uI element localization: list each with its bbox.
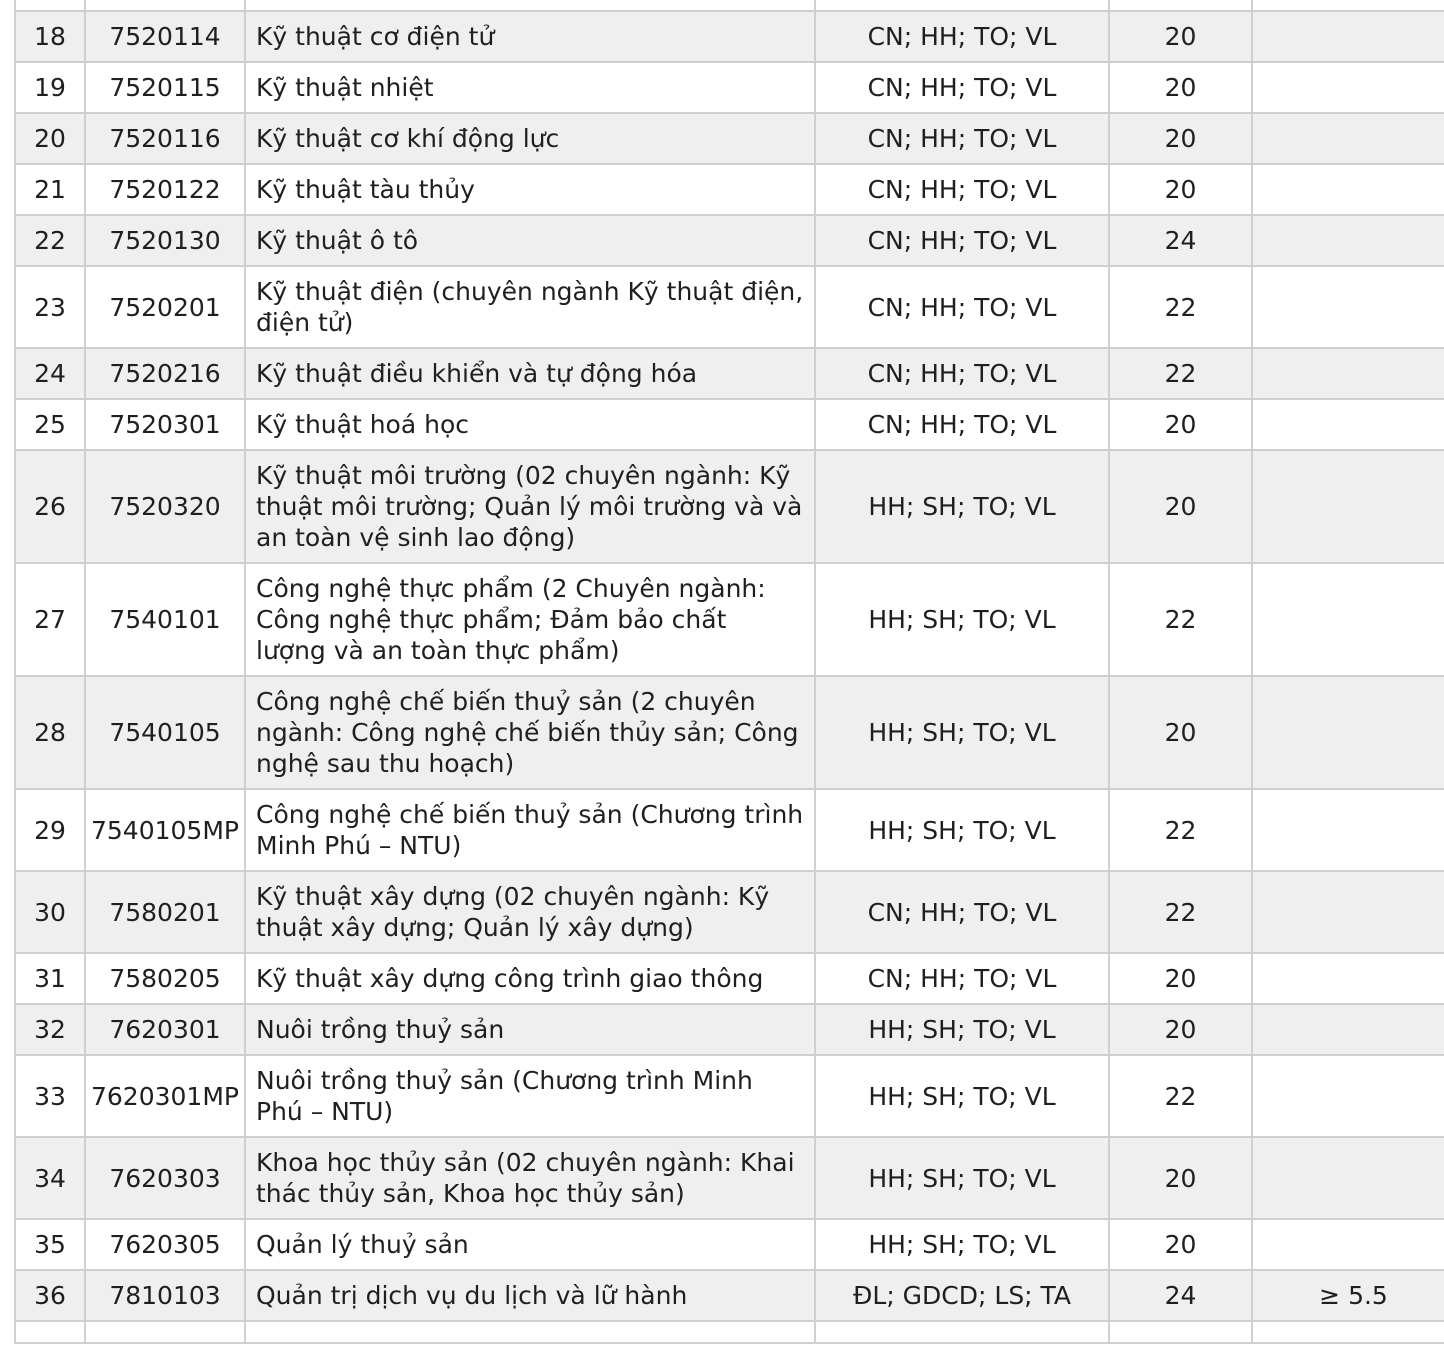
cell-major-name: Kỹ thuật xây dựng công trình giao thông bbox=[245, 953, 815, 1004]
cell-major-name: Nuôi trồng thuỷ sản bbox=[245, 1004, 815, 1055]
cell-number: 32 bbox=[15, 1004, 85, 1055]
cell-major-name: Kỹ thuật ô tô bbox=[245, 215, 815, 266]
cell-major-name: Công nghệ thực phẩm (2 Chuyên ngành: Công nghệ thực phẩm; Đảm bảo chất lượng và an toàn thực phẩm) bbox=[245, 563, 815, 676]
table-row bbox=[15, 871, 1444, 953]
table-row bbox=[15, 113, 1444, 164]
cell-number: 35 bbox=[15, 1219, 85, 1270]
cell-major-code: 7520122 bbox=[85, 164, 245, 215]
cell-min-score: 20 bbox=[1109, 164, 1252, 215]
cell-extra-requirement bbox=[1252, 450, 1444, 563]
table-row bbox=[15, 789, 1444, 871]
table-row bbox=[15, 11, 1444, 62]
cell-extra-requirement bbox=[1252, 1055, 1444, 1137]
cell-number: 20 bbox=[15, 113, 85, 164]
cell-major-code: 7810103 bbox=[85, 1270, 245, 1321]
cell-major-name: Quản trị dịch vụ du lịch và lữ hành bbox=[245, 1270, 815, 1321]
cell-major-code: 7520115 bbox=[85, 62, 245, 113]
table-row bbox=[15, 953, 1444, 1004]
cell-major-code: 7520201 bbox=[85, 266, 245, 348]
cell-extra-requirement bbox=[1252, 1137, 1444, 1219]
table-row-partial-top bbox=[15, 0, 1444, 11]
admission-score-table bbox=[14, 0, 1444, 1344]
cell-major-name: Khoa học thủy sản (02 chuyên ngành: Khai thác thủy sản, Khoa học thủy sản) bbox=[245, 1137, 815, 1219]
cell-number: 21 bbox=[15, 164, 85, 215]
cell-min-score: 20 bbox=[1109, 1137, 1252, 1219]
cell-empty bbox=[815, 1321, 1109, 1343]
cell-number: 28 bbox=[15, 676, 85, 789]
cell-major-name: Nuôi trồng thuỷ sản (Chương trình Minh Phú – NTU) bbox=[245, 1055, 815, 1137]
table-row bbox=[15, 348, 1444, 399]
cell-number: 26 bbox=[15, 450, 85, 563]
cell-empty bbox=[1109, 1321, 1252, 1343]
cell-empty bbox=[1252, 0, 1444, 11]
cell-major-name: Kỹ thuật cơ khí động lực bbox=[245, 113, 815, 164]
cell-empty bbox=[245, 1321, 815, 1343]
table-row bbox=[15, 1270, 1444, 1321]
cell-subject-combination: HH; SH; TO; VL bbox=[815, 1219, 1109, 1270]
cell-major-code: 7540105 bbox=[85, 676, 245, 789]
cell-empty bbox=[85, 0, 245, 11]
cell-major-code: 7520216 bbox=[85, 348, 245, 399]
table-row bbox=[15, 1004, 1444, 1055]
cell-number: 23 bbox=[15, 266, 85, 348]
cell-number: 34 bbox=[15, 1137, 85, 1219]
table-row bbox=[15, 1137, 1444, 1219]
cell-subject-combination: HH; SH; TO; VL bbox=[815, 789, 1109, 871]
cell-subject-combination: HH; SH; TO; VL bbox=[815, 450, 1109, 563]
cell-major-name: Kỹ thuật nhiệt bbox=[245, 62, 815, 113]
cell-extra-requirement bbox=[1252, 871, 1444, 953]
cell-number: 36 bbox=[15, 1270, 85, 1321]
cell-extra-requirement bbox=[1252, 164, 1444, 215]
cell-major-name: Công nghệ chế biến thuỷ sản (Chương trình Minh Phú – NTU) bbox=[245, 789, 815, 871]
table-row bbox=[15, 563, 1444, 676]
cell-major-code: 7540105MP bbox=[85, 789, 245, 871]
cell-extra-requirement bbox=[1252, 676, 1444, 789]
cell-number: 30 bbox=[15, 871, 85, 953]
cell-min-score: 22 bbox=[1109, 348, 1252, 399]
cell-empty bbox=[85, 1321, 245, 1343]
cell-subject-combination: CN; HH; TO; VL bbox=[815, 215, 1109, 266]
cell-extra-requirement bbox=[1252, 215, 1444, 266]
table-row bbox=[15, 164, 1444, 215]
cell-major-name: Quản lý thuỷ sản bbox=[245, 1219, 815, 1270]
cell-extra-requirement bbox=[1252, 266, 1444, 348]
cell-major-name: Kỹ thuật xây dựng (02 chuyên ngành: Kỹ thuật xây dựng; Quản lý xây dựng) bbox=[245, 871, 815, 953]
cell-empty bbox=[1252, 1321, 1444, 1343]
cell-extra-requirement bbox=[1252, 399, 1444, 450]
cell-min-score: 20 bbox=[1109, 1219, 1252, 1270]
cell-extra-requirement bbox=[1252, 11, 1444, 62]
cell-extra-requirement: ≥ 5.5 bbox=[1252, 1270, 1444, 1321]
cell-subject-combination: CN; HH; TO; VL bbox=[815, 62, 1109, 113]
cell-major-name: Kỹ thuật cơ điện tử bbox=[245, 11, 815, 62]
cell-min-score: 24 bbox=[1109, 1270, 1252, 1321]
table-row bbox=[15, 215, 1444, 266]
cell-min-score: 20 bbox=[1109, 62, 1252, 113]
cell-empty bbox=[15, 0, 85, 11]
table-row bbox=[15, 1055, 1444, 1137]
cell-number: 25 bbox=[15, 399, 85, 450]
cell-subject-combination: HH; SH; TO; VL bbox=[815, 563, 1109, 676]
cell-major-code: 7520301 bbox=[85, 399, 245, 450]
cell-extra-requirement bbox=[1252, 953, 1444, 1004]
cell-min-score: 22 bbox=[1109, 1055, 1252, 1137]
cell-number: 31 bbox=[15, 953, 85, 1004]
cell-subject-combination: HH; SH; TO; VL bbox=[815, 676, 1109, 789]
cell-major-name: Công nghệ chế biến thuỷ sản (2 chuyên ngành: Công nghệ chế biến thủy sản; Công nghệ sau thu hoạch) bbox=[245, 676, 815, 789]
cell-empty bbox=[245, 0, 815, 11]
cell-extra-requirement bbox=[1252, 1219, 1444, 1270]
cell-empty bbox=[815, 0, 1109, 11]
cell-major-name: Kỹ thuật hoá học bbox=[245, 399, 815, 450]
cell-subject-combination: CN; HH; TO; VL bbox=[815, 399, 1109, 450]
cell-min-score: 20 bbox=[1109, 399, 1252, 450]
cell-extra-requirement bbox=[1252, 789, 1444, 871]
cell-major-name: Kỹ thuật tàu thủy bbox=[245, 164, 815, 215]
table-row-partial-bottom bbox=[15, 1321, 1444, 1343]
cell-extra-requirement bbox=[1252, 563, 1444, 676]
table-body bbox=[15, 0, 1444, 1343]
cell-subject-combination: CN; HH; TO; VL bbox=[815, 164, 1109, 215]
cell-major-code: 7540101 bbox=[85, 563, 245, 676]
table-row bbox=[15, 62, 1444, 113]
cell-min-score: 22 bbox=[1109, 789, 1252, 871]
cell-min-score: 20 bbox=[1109, 1004, 1252, 1055]
table-row bbox=[15, 266, 1444, 348]
cell-empty bbox=[1109, 0, 1252, 11]
cell-major-code: 7580201 bbox=[85, 871, 245, 953]
cell-subject-combination: ĐL; GDCD; LS; TA bbox=[815, 1270, 1109, 1321]
cell-extra-requirement bbox=[1252, 348, 1444, 399]
cell-major-code: 7520320 bbox=[85, 450, 245, 563]
cell-extra-requirement bbox=[1252, 62, 1444, 113]
cell-subject-combination: CN; HH; TO; VL bbox=[815, 11, 1109, 62]
table-row bbox=[15, 450, 1444, 563]
cell-subject-combination: CN; HH; TO; VL bbox=[815, 348, 1109, 399]
cell-major-name: Kỹ thuật điện (chuyên ngành Kỹ thuật điện, điện tử) bbox=[245, 266, 815, 348]
cell-number: 27 bbox=[15, 563, 85, 676]
table-row bbox=[15, 399, 1444, 450]
cell-subject-combination: CN; HH; TO; VL bbox=[815, 871, 1109, 953]
cell-major-code: 7620305 bbox=[85, 1219, 245, 1270]
cell-min-score: 20 bbox=[1109, 953, 1252, 1004]
cell-major-code: 7520130 bbox=[85, 215, 245, 266]
cell-min-score: 20 bbox=[1109, 676, 1252, 789]
cell-major-code: 7580205 bbox=[85, 953, 245, 1004]
cell-major-code: 7620303 bbox=[85, 1137, 245, 1219]
cell-min-score: 20 bbox=[1109, 113, 1252, 164]
cell-subject-combination: HH; SH; TO; VL bbox=[815, 1055, 1109, 1137]
cell-major-code: 7520116 bbox=[85, 113, 245, 164]
cell-empty bbox=[15, 1321, 85, 1343]
cell-subject-combination: CN; HH; TO; VL bbox=[815, 953, 1109, 1004]
cell-min-score: 20 bbox=[1109, 450, 1252, 563]
cell-major-code: 7620301 bbox=[85, 1004, 245, 1055]
cell-extra-requirement bbox=[1252, 113, 1444, 164]
cell-subject-combination: HH; SH; TO; VL bbox=[815, 1004, 1109, 1055]
cell-number: 24 bbox=[15, 348, 85, 399]
table-row bbox=[15, 676, 1444, 789]
cell-number: 33 bbox=[15, 1055, 85, 1137]
cell-number: 22 bbox=[15, 215, 85, 266]
cell-subject-combination: CN; HH; TO; VL bbox=[815, 266, 1109, 348]
cell-number: 29 bbox=[15, 789, 85, 871]
cell-subject-combination: HH; SH; TO; VL bbox=[815, 1137, 1109, 1219]
cell-subject-combination: CN; HH; TO; VL bbox=[815, 113, 1109, 164]
cell-major-code: 7520114 bbox=[85, 11, 245, 62]
cell-major-name: Kỹ thuật điều khiển và tự động hóa bbox=[245, 348, 815, 399]
cell-min-score: 22 bbox=[1109, 871, 1252, 953]
cell-min-score: 20 bbox=[1109, 11, 1252, 62]
cell-major-name: Kỹ thuật môi trường (02 chuyên ngành: Kỹ thuật môi trường; Quản lý môi trường và và an toàn vệ sinh lao động) bbox=[245, 450, 815, 563]
admission-table-container bbox=[14, 0, 1444, 1344]
table-row bbox=[15, 1219, 1444, 1270]
cell-min-score: 22 bbox=[1109, 563, 1252, 676]
cell-min-score: 22 bbox=[1109, 266, 1252, 348]
cell-extra-requirement bbox=[1252, 1004, 1444, 1055]
cell-number: 18 bbox=[15, 11, 85, 62]
cell-major-code: 7620301MP bbox=[85, 1055, 245, 1137]
cell-min-score: 24 bbox=[1109, 215, 1252, 266]
cell-number: 19 bbox=[15, 62, 85, 113]
